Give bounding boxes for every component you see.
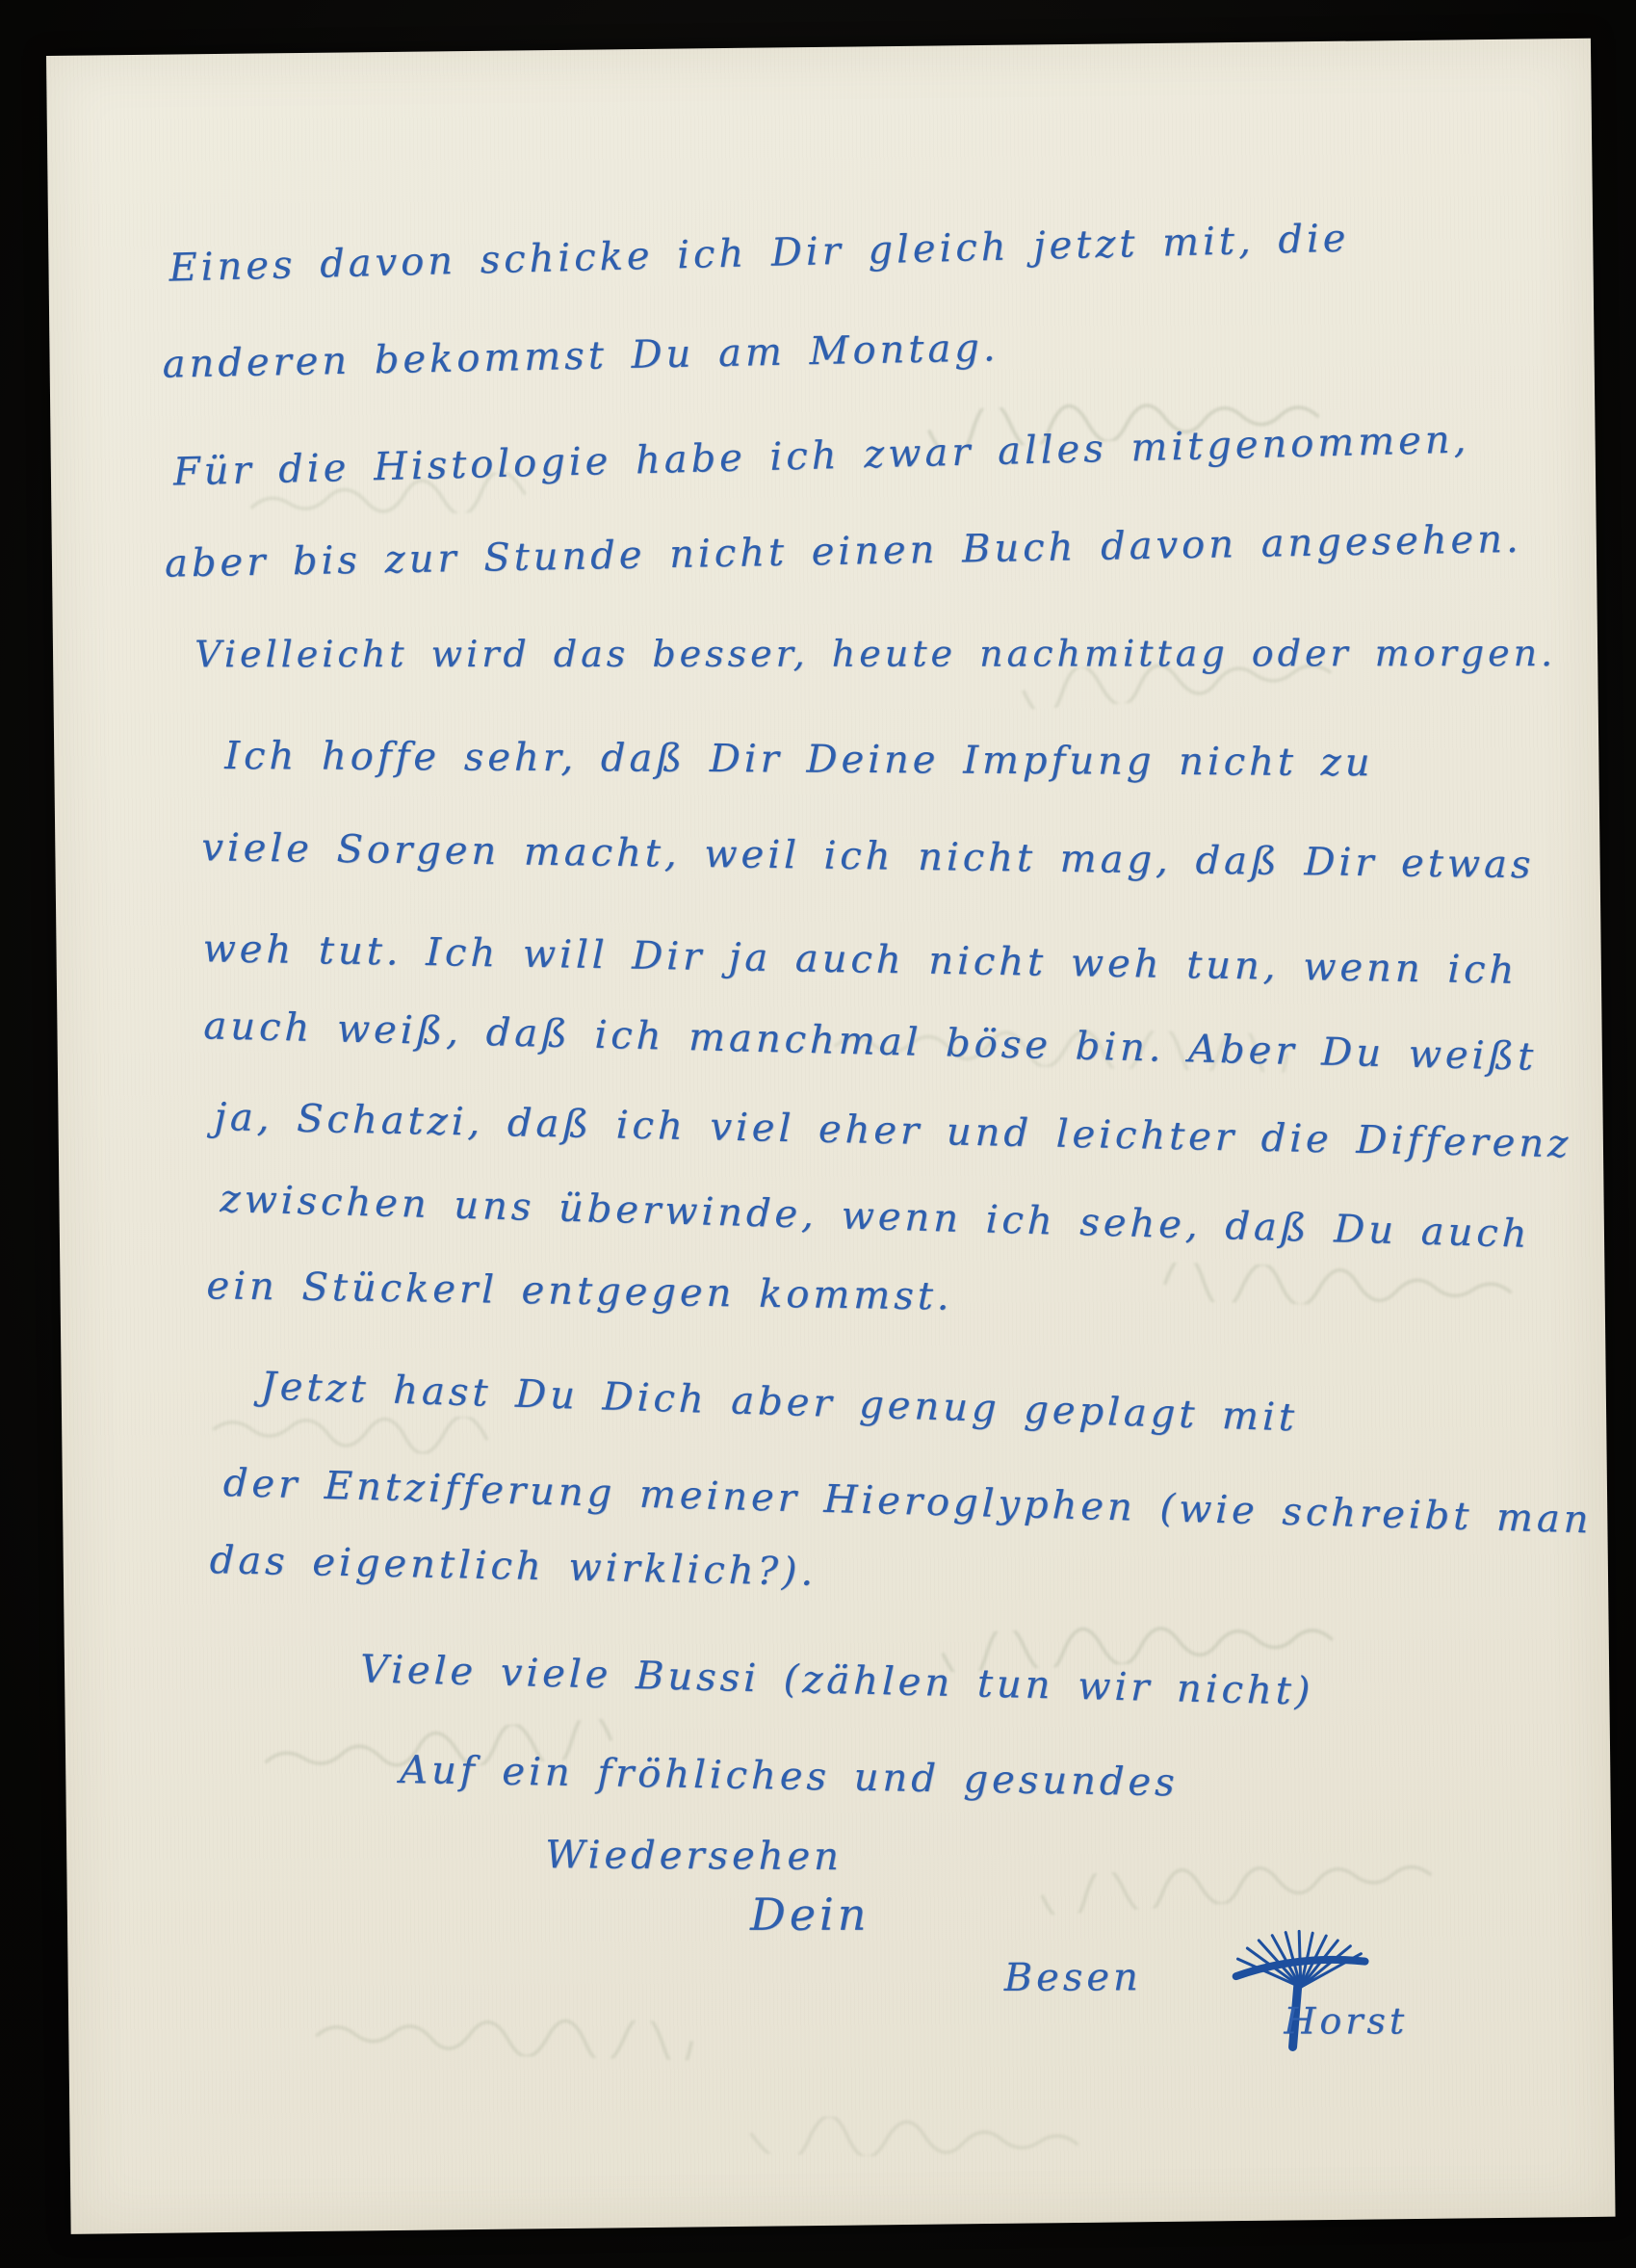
ink-bleedthrough-ghost [1150, 1262, 1517, 1309]
letter-signature-name: Horst [1284, 1999, 1409, 2043]
letter-line-12: ein Stückerl entgegen kommst. [206, 1264, 953, 1319]
letter-signature-besen: Besen [1003, 1955, 1142, 2000]
letter-line-16: Viele viele Bussi (zählen tun wir nicht) [359, 1647, 1314, 1714]
letter-line-3: Für die Histologie habe ich zwar alles mitgenommen, [172, 417, 1470, 495]
ink-bleedthrough-ghost [745, 2115, 1083, 2161]
letter-line-11: zwischen uns überwinde, wenn ich sehe, daß Du auch [219, 1177, 1532, 1257]
letter-line-15: das eigentlich wirklich?). [209, 1538, 818, 1595]
letter-line-7: viele Sorgen macht, weil ich nicht mag, daß Dir etwas [201, 825, 1535, 888]
ink-bleedthrough-ghost [311, 2013, 697, 2060]
letter-line-10: ja, Schatzi, daß ich viel eher und leichter die Differenz [214, 1095, 1572, 1167]
letter-line-14: der Entzifferung meiner Hieroglyphen (wie schreibt man [222, 1461, 1594, 1543]
letter-line-2: anderen bekommst Du am Montag. [162, 326, 1000, 387]
letter-line-6: Ich hoffe sehr, daß Dir Deine Impfung nicht zu [224, 733, 1374, 786]
letter-line-8: weh tut. Ich will Dir ja auch nicht weh tun, wenn ich [202, 926, 1519, 993]
letter-line-18: Wiedersehen [545, 1833, 844, 1880]
letter-paper [46, 39, 1616, 2234]
broom-doodle-icon [1228, 1928, 1384, 2064]
letter-closing-dein: Dein [749, 1888, 870, 1941]
letter-line-4: aber bis zur Stunde nicht einen Buch davon angesehen. [164, 516, 1522, 587]
ink-bleedthrough-ghost [1031, 1852, 1438, 1916]
letter-line-13: Jetzt hast Du Dich aber genug geplagt mit [259, 1364, 1299, 1441]
letter-line-5: Vielleicht wird das besser, heute nachmittag oder morgen. [195, 632, 1557, 676]
letter-line-17: Auf ein fröhliches und gesundes [399, 1747, 1180, 1806]
letter-line-1: Eines davon schicke ich Dir gleich jetzt mit, die [168, 216, 1350, 291]
letter-line-9: auch weiß, daß ich manchmal böse bin. Aber Du weißt [202, 1004, 1538, 1080]
